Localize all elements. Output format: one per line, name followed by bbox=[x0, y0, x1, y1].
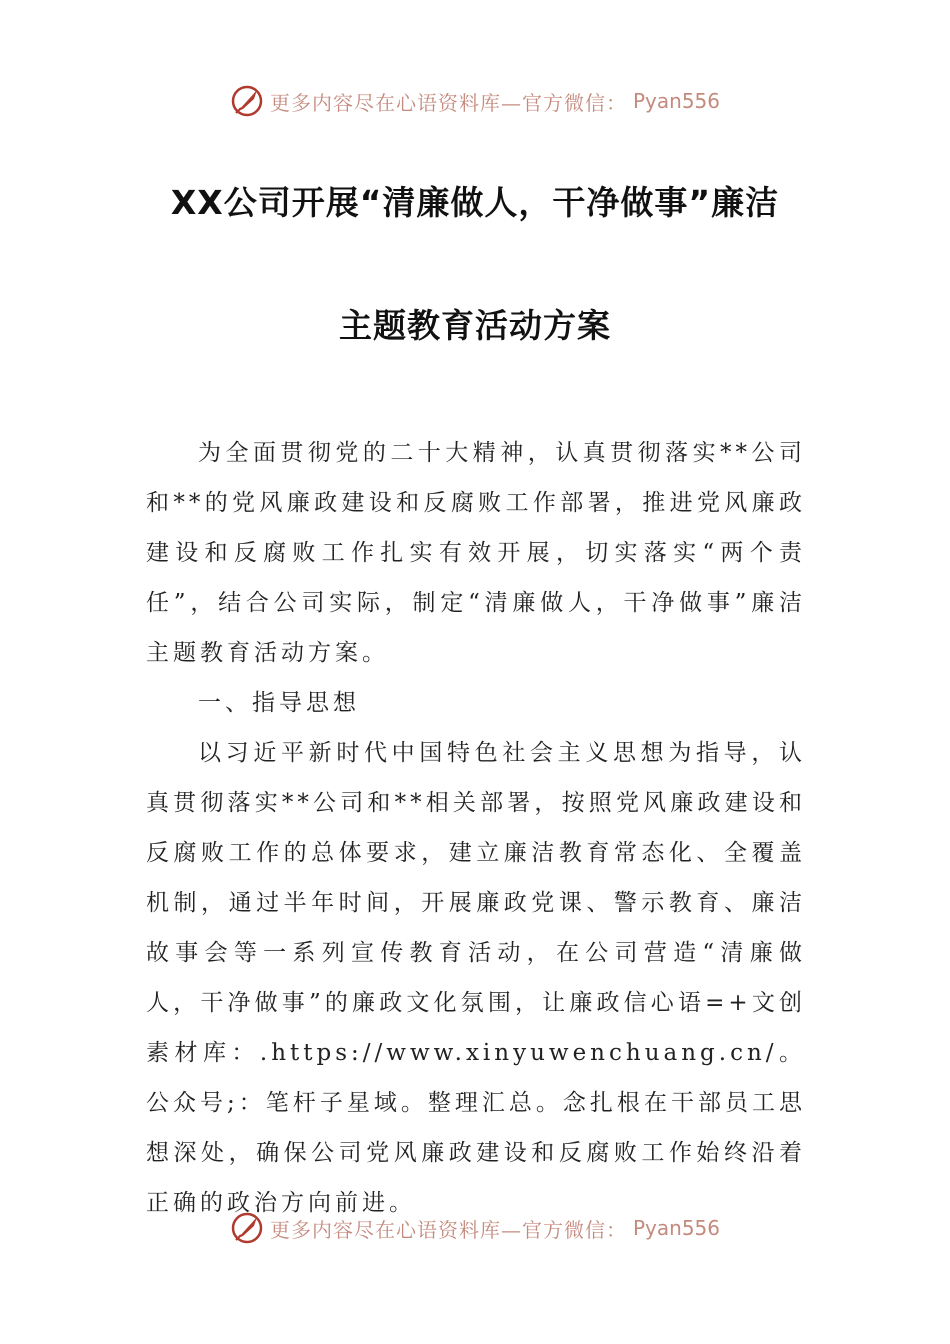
watermark-wechat-id: Pyan556 bbox=[632, 1216, 720, 1240]
document-title-line1: XX公司开展“清廉做人，干净做事”廉洁 bbox=[170, 183, 780, 222]
document-title-line2: 主题教育活动方案 bbox=[339, 306, 611, 345]
watermark-text: 更多内容尽在心语资料库—官方微信： bbox=[269, 1217, 627, 1242]
document-body bbox=[146, 428, 806, 1228]
section-paragraph: 以习近平新时代中国特色社会主义思想为指导，认真贯彻落实**公司和**相关部署，按照党风廉政建设和反腐败工作的总体要求，建立廉洁教育常态化、全覆盖机制，通过半年时间，开展廉政党课、警示教育、廉洁故事会等一系列宣传教育活动，在公司营造“清廉做人，干净做事”的廉政文化氛围，让廉政信心语=+文创素材库：.https://www.xinyuwenchuang.cn/。公众号;：笔杆子星域。整理汇总。念扎根在干部员工思想深处，确保公司党风廉政建设和反腐败工作始终沿着正确的政治方向前进。 bbox=[146, 740, 806, 1216]
quill-logo-icon bbox=[230, 1211, 264, 1245]
watermark-text: 更多内容尽在心语资料库—官方微信： bbox=[269, 90, 627, 115]
section-heading: 一、指导思想 bbox=[198, 690, 360, 716]
quill-logo-icon bbox=[230, 84, 264, 118]
intro-paragraph: 为全面贯彻党的二十大精神，认真贯彻落实**公司和**的党风廉政建设和反腐败工作部署，推进党风廉政建设和反腐败工作扎实有效开展，切实落实“两个责任”，结合公司实际，制定“清廉做人，干净做事”廉洁主题教育活动方案。 bbox=[146, 440, 806, 666]
footer-watermark bbox=[0, 1211, 950, 1245]
header-watermark bbox=[0, 84, 950, 118]
watermark-wechat-id: Pyan556 bbox=[632, 89, 720, 113]
